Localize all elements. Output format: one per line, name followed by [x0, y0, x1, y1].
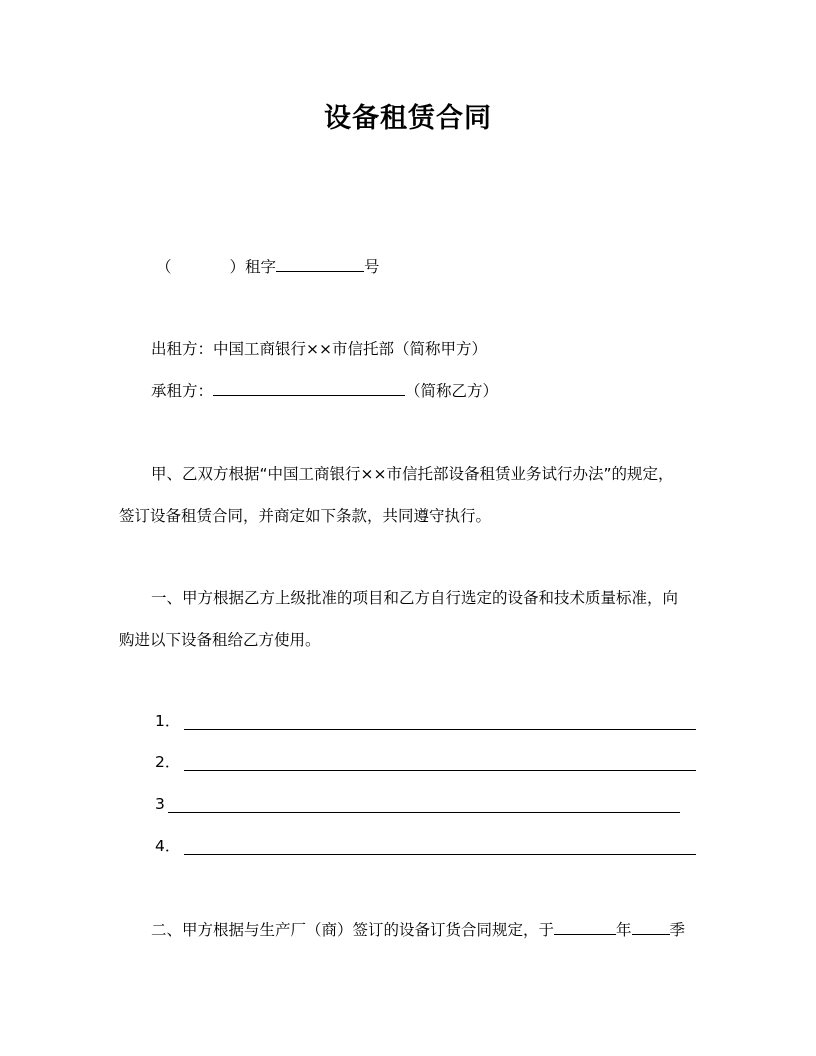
clause1-line-2: 购进以下设备租给乙方使用。 — [119, 631, 321, 649]
lessee-line — [151, 380, 498, 401]
equipment-item-1-blank[interactable] — [184, 729, 696, 730]
ref-open-paren: （ — [156, 258, 172, 276]
ref-number-blank[interactable] — [276, 256, 364, 272]
equipment-item-4-blank[interactable] — [184, 854, 696, 855]
clause2-prefix: 二、甲方根据与生产厂（商）签订的设备订货合同规定，于 — [151, 921, 555, 939]
equipment-item-2-blank[interactable] — [184, 770, 696, 771]
item-number: 2． — [155, 753, 181, 771]
page-title: 设备租赁合同 — [324, 103, 492, 134]
equipment-item-1 — [155, 711, 180, 731]
equipment-item-2 — [155, 752, 180, 772]
delivery-year-blank[interactable] — [554, 919, 616, 935]
equipment-item-3 — [155, 794, 165, 814]
equipment-item-4 — [155, 836, 180, 856]
clause2-year-label: 年 — [616, 921, 632, 939]
clause1-line-1: 一、甲方根据乙方上级批准的项目和乙方自行选定的设备和技术质量标准，向 — [151, 589, 679, 607]
contract-ref-line — [156, 256, 380, 277]
equipment-item-3-blank[interactable] — [168, 812, 680, 813]
lessee-label: 承租方： — [151, 382, 214, 400]
clause2-season-label: 季 — [669, 921, 686, 939]
ref-close-paren: ） — [229, 258, 246, 276]
intro-line-2: 签订设备租赁合同，并商定如下条款，共同遵守执行。 — [119, 507, 492, 525]
delivery-season-blank[interactable] — [632, 919, 670, 935]
ref-hao: 号 — [364, 258, 380, 276]
lessee-name-blank[interactable] — [213, 380, 405, 396]
item-number: 3 — [155, 795, 165, 813]
ref-zuzi: 租字 — [245, 258, 277, 276]
item-number: 1． — [155, 712, 181, 730]
lessor-line: 出租方：中国工商银行××市信托部（简称甲方） — [151, 340, 487, 358]
intro-line-1: 甲、乙双方根据“中国工商银行××市信托部设备租赁业务试行办法”的规定， — [151, 465, 674, 483]
clause2-line-1 — [151, 919, 685, 940]
lessee-suffix: （简称乙方） — [405, 382, 499, 400]
item-number: 4． — [155, 837, 181, 855]
